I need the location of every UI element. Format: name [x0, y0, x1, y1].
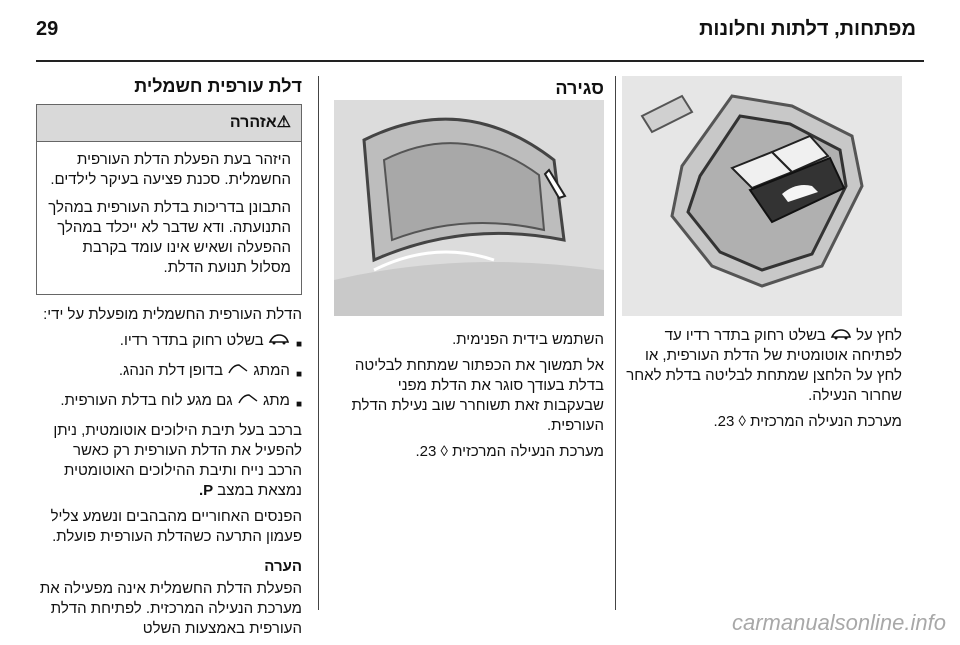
bullet-tailgate-switch	[36, 391, 302, 415]
middle-ref-text: מערכת הנעילה המרכזית	[452, 443, 604, 460]
closing-p2: אל תמשוך את הכפתור שמתחת לבליטה בדלת בעודך סוגר את הדלת מפני שבעקבות זאת תשוחרר שוב נעילת הדלת העורפית.	[351, 357, 604, 434]
lights-chime-text: הפנסים האחוריים מהבהבים ונשמע צליל פעמון התרעה כשהדלת העורפית פועלת.	[50, 508, 302, 545]
bullet-remote-text: בשלט רחוק בתדר רדיו.	[119, 332, 264, 349]
note-text: הפעלת הדלת החשמלית אינה מפעילה את מערכת הנעילה המרכזית. לפתיחת הדלת העורפית באמצעות השלט	[39, 580, 302, 637]
car-trunk-icon	[268, 331, 290, 351]
bullet-marker: ■	[295, 339, 302, 350]
warning-p1: היזהר בעת הפעלת הדלת העורפית החשמלית. סכנת פציעה בעיקר לילדים.	[50, 151, 291, 188]
page-ref-icon: ◊	[738, 413, 746, 431]
right-column-text	[622, 326, 902, 438]
tailgate-switch-icon	[227, 361, 249, 381]
left-column	[36, 76, 302, 645]
header-rule	[36, 60, 924, 62]
power-tailgate-title: דלת עורפית חשמלית	[134, 76, 302, 96]
bullet-touch-a: מתג	[262, 392, 290, 409]
bullet-remote	[36, 331, 302, 355]
bullet-switch-a: המתג	[253, 362, 290, 379]
gear-p-label: P.	[198, 482, 214, 499]
closing-title: סגירה	[555, 78, 604, 98]
column-divider-right	[615, 76, 616, 610]
warning-box	[36, 104, 302, 295]
right-instruction-text: בשלט רחוק בתדר רדיו עד לפתיחה אוטומטית של הדלת העורפית, או לחץ על הלחצן שמתחת לבליטה בדלת לאחר שחרור הנעילה.	[626, 327, 902, 405]
page-ref-icon: ◊	[440, 443, 448, 460]
car-trunk-icon	[830, 326, 852, 346]
bullet-marker: ■	[295, 399, 302, 410]
header-title: מפתחות, דלתות וחלונות	[699, 18, 916, 40]
footer-watermark: carmanualsonline.info	[731, 610, 946, 635]
column-divider-left	[318, 76, 319, 610]
press-text: לחץ על	[856, 327, 902, 344]
bullet-touch-b: גם מגע לוח בדלת העורפית.	[60, 392, 233, 409]
warning-body	[37, 142, 301, 294]
bullet-driver-switch	[36, 361, 302, 385]
page-number: 29	[36, 18, 59, 40]
bullet-marker: ■	[295, 369, 302, 380]
tailgate-switch-icon	[237, 391, 259, 411]
warning-triangle-icon: ⚠	[276, 114, 291, 131]
warning-p2: התבונן בדריכות בדלת העורפית במהלך התנועתה. ודא שדבר לא ייכלד במהלך ההפעלה ושאיש אינו עומד בקרבת מסלול תנועת הדלת.	[48, 199, 291, 276]
warning-heading: אזהרה	[229, 114, 277, 131]
right-ref-page: 23.	[713, 413, 735, 431]
key-fob-illustration	[622, 76, 902, 316]
note-title: הערה	[264, 558, 302, 575]
right-ref-text: מערכת הנעילה המרכזית	[750, 413, 902, 431]
trunk-lid-illustration	[334, 100, 604, 316]
middle-ref-page: 23.	[415, 443, 437, 460]
warning-header	[37, 105, 301, 142]
operation-intro: הדלת העורפית החשמלית מופעלת על ידי:	[43, 306, 302, 323]
closing-p1: השתמש בידית הפנימית.	[452, 331, 604, 348]
bullet-switch-b: בדופן דלת הנהג.	[118, 362, 224, 379]
auto-transmission-text: ברכב בעל תיבת הילוכים אוטומטית, ניתן להפעיל את הדלת העורפית רק כאשר הרכב נייח ותיבת ההילוכים האוטומטית נמצאת במצב	[53, 422, 302, 499]
middle-column-text	[334, 330, 604, 468]
